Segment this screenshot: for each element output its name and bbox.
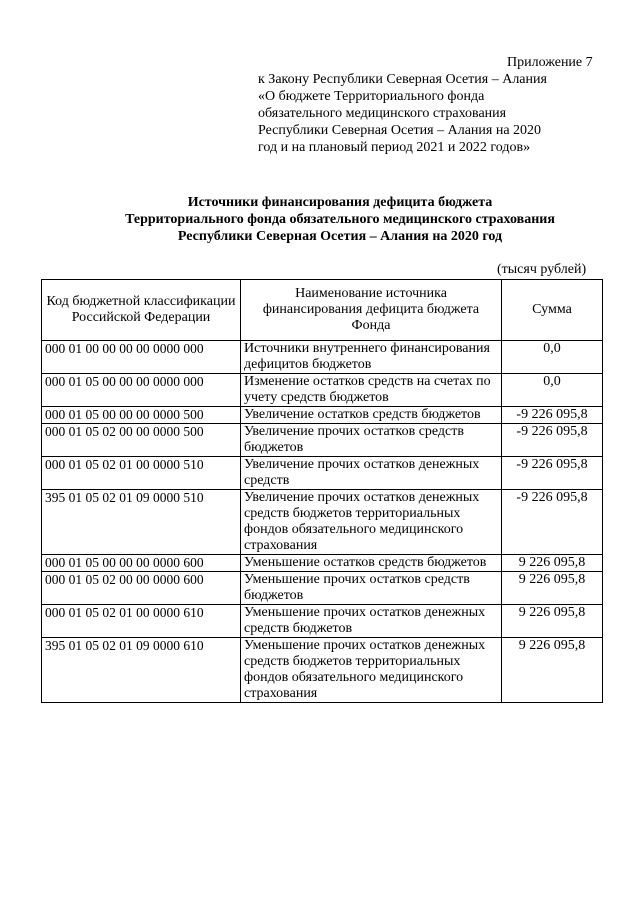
table-header-row <box>42 280 603 341</box>
row-code: 000 01 05 00 00 00 0000 500 <box>42 407 241 424</box>
table-row <box>42 457 603 490</box>
row-sum: 9 226 095,8 <box>502 605 603 638</box>
row-name: Источники внутреннего финансирования дефицитов бюджетов <box>241 341 502 374</box>
table-row <box>42 572 603 605</box>
row-name: Изменение остатков средств на счетах по учету средств бюджетов <box>241 374 502 407</box>
row-code: 000 01 05 02 01 00 0000 510 <box>42 457 241 490</box>
row-name: Увеличение прочих остатков денежных средств <box>241 457 502 490</box>
header-sum: Сумма <box>502 280 603 341</box>
row-name: Уменьшение прочих остатков средств бюджетов <box>241 572 502 605</box>
appendix-reference <box>258 71 600 156</box>
row-sum: -9 226 095,8 <box>502 407 603 424</box>
appendix-line: Республики Северная Осетия – Алания на 2020 <box>258 123 542 138</box>
table-row <box>42 407 603 424</box>
appendix-title: Приложение 7 <box>507 55 593 70</box>
heading-line: Территориального фонда обязательного медицинского страхования <box>125 212 555 227</box>
appendix-line: «О бюджете Территориального фонда <box>258 89 485 104</box>
table-row <box>42 341 603 374</box>
units-label: (тысяч рублей) <box>497 262 587 277</box>
row-name: Уменьшение прочих остатков денежных средств бюджетов <box>241 605 502 638</box>
table-row <box>42 374 603 407</box>
row-code: 000 01 05 02 00 00 0000 500 <box>42 424 241 457</box>
heading-line: Источники финансирования дефицита бюджета <box>187 195 493 210</box>
row-code: 000 01 05 02 01 00 0000 610 <box>42 605 241 638</box>
row-sum: 0,0 <box>502 374 603 407</box>
table-row <box>42 424 603 457</box>
row-code: 000 01 05 00 00 00 0000 000 <box>42 374 241 407</box>
row-name: Увеличение прочих остатков средств бюджетов <box>241 424 502 457</box>
table-row <box>42 638 603 703</box>
row-name: Увеличение остатков средств бюджетов <box>241 407 502 424</box>
row-name: Уменьшение прочих остатков денежных средств бюджетов территориальных фондов обязательного медицинского страхования <box>241 638 502 703</box>
heading-line: Республики Северная Осетия – Алания на 2020 год <box>177 229 503 244</box>
financing-sources-table <box>41 279 603 703</box>
row-sum: 0,0 <box>502 341 603 374</box>
row-code: 000 01 00 00 00 00 0000 000 <box>42 341 241 374</box>
row-sum: -9 226 095,8 <box>502 424 603 457</box>
appendix-line: обязательного медицинского страхования <box>258 106 507 121</box>
row-code: 000 01 05 02 00 00 0000 600 <box>42 572 241 605</box>
row-code: 395 01 05 02 01 09 0000 510 <box>42 490 241 555</box>
appendix-line: год и на плановый период 2021 и 2022 годов» <box>258 140 531 155</box>
row-sum: -9 226 095,8 <box>502 457 603 490</box>
table-row <box>42 605 603 638</box>
header-name: Наименование источника финансирования дефицита бюджета Фонда <box>241 280 502 341</box>
row-sum: 9 226 095,8 <box>502 638 603 703</box>
row-name: Уменьшение остатков средств бюджетов <box>241 555 502 572</box>
row-sum: 9 226 095,8 <box>502 555 603 572</box>
table-row <box>42 555 603 572</box>
row-sum: -9 226 095,8 <box>502 490 603 555</box>
table-row <box>42 490 603 555</box>
row-code: 000 01 05 00 00 00 0000 600 <box>42 555 241 572</box>
row-code: 395 01 05 02 01 09 0000 610 <box>42 638 241 703</box>
document-heading <box>60 194 620 245</box>
row-sum: 9 226 095,8 <box>502 572 603 605</box>
header-code: Код бюджетной классификации Российской Федерации <box>42 280 241 341</box>
appendix-line: к Закону Республики Северная Осетия – Алания <box>258 72 547 87</box>
row-name: Увеличение прочих остатков денежных средств бюджетов территориальных фондов обязательного медицинского страхования <box>241 490 502 555</box>
